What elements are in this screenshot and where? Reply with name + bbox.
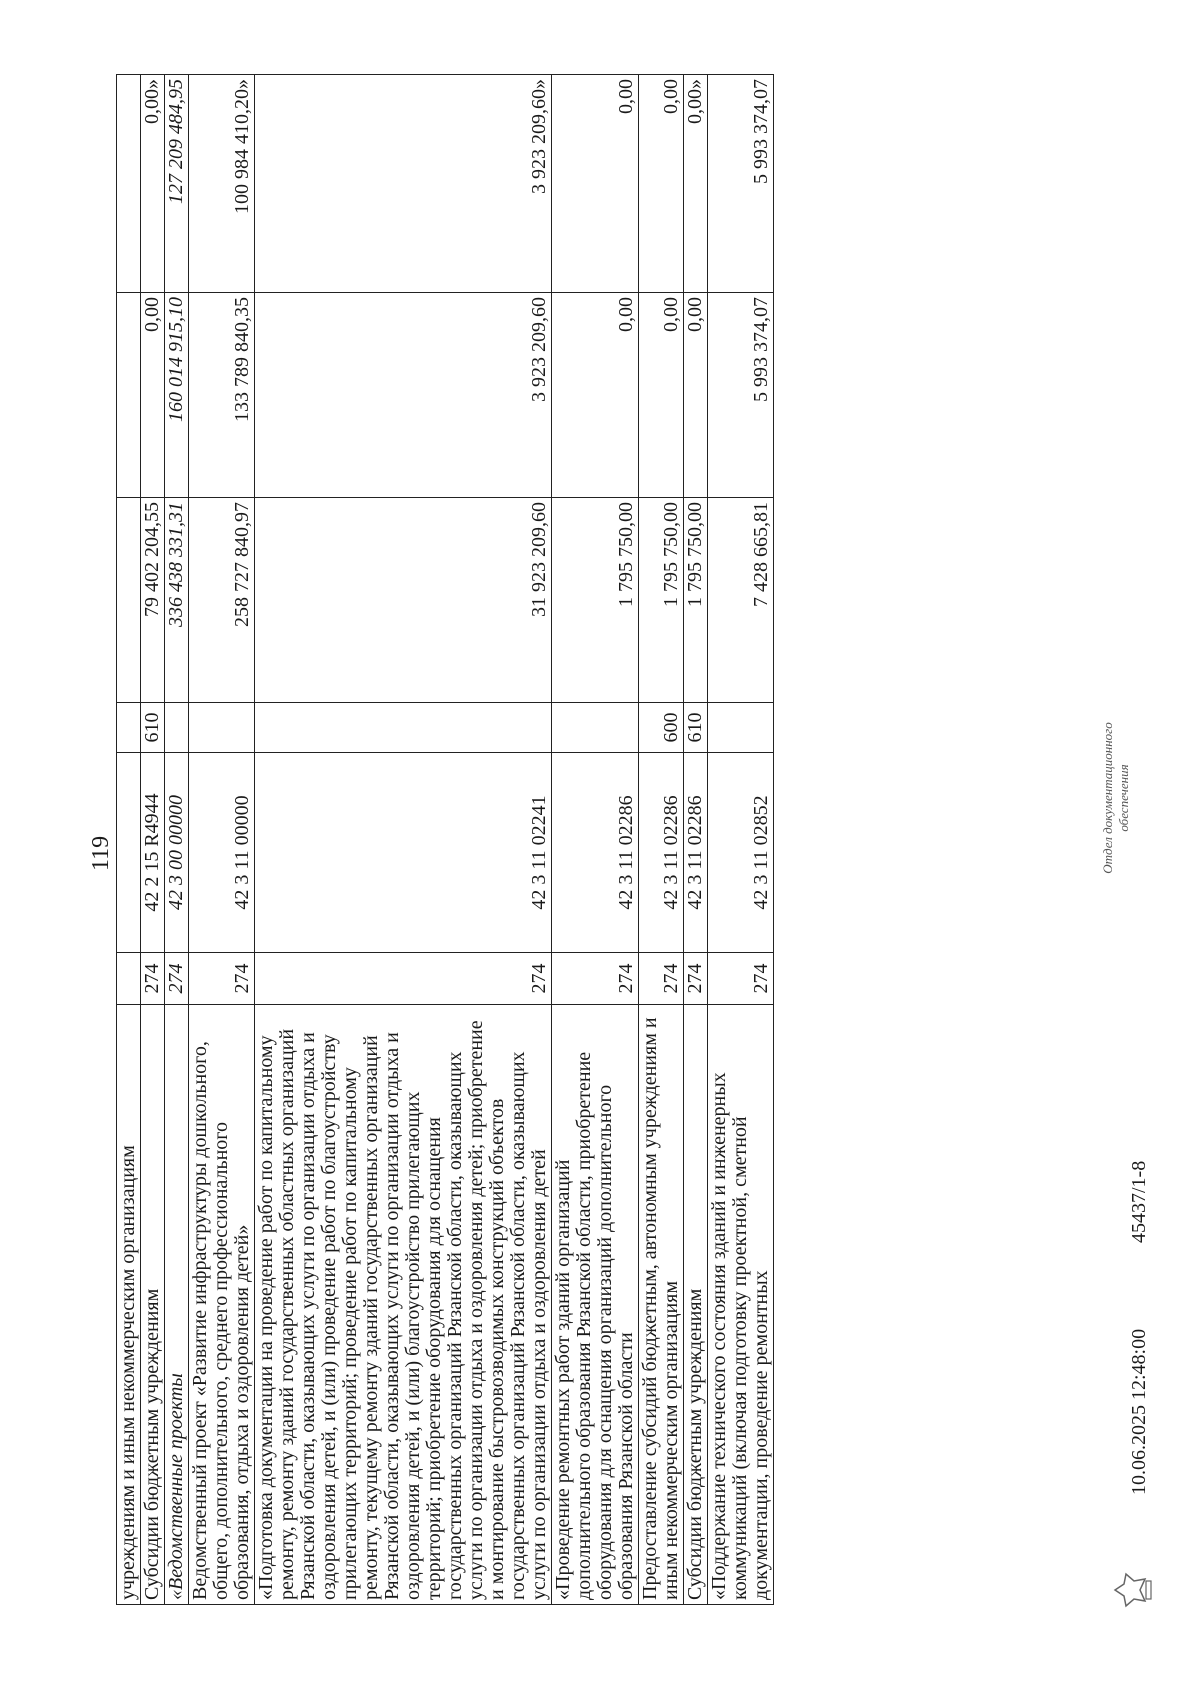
row-expense-type: 600: [639, 703, 684, 753]
row-sum-year-1: 1 795 750,00: [684, 498, 708, 703]
row-expense-type: 610: [141, 703, 165, 753]
table-row: [165, 75, 189, 1605]
row-name: Ведомственный проект «Развитие инфраструктуры дошкольного, общего, дополнительного, среднего профессионального образования, отдыха и оздоровления детей»: [189, 1005, 255, 1605]
budget-table: [116, 74, 774, 1605]
row-name: «Проведение ремонтных работ зданий организаций дополнительного образования Рязанской области, приобретение оборудования для оснащения организаций дополнительного образования Рязанской области: [552, 1005, 639, 1605]
row-sum-year-3: 0,00»: [684, 75, 708, 293]
table-row: [639, 75, 684, 1605]
table-row: [189, 75, 255, 1605]
row-target-code: 42 3 11 00000: [189, 753, 255, 953]
row-expense-type: [117, 703, 141, 753]
row-target-code: [117, 753, 141, 953]
row-sum-year-2: [117, 293, 141, 498]
row-admin-code: 274: [708, 953, 774, 1005]
row-name: Субсидии бюджетным учреждениям: [141, 1005, 165, 1605]
row-sum-year-1: 79 402 204,55: [141, 498, 165, 703]
row-sum-year-3: 0,00: [552, 75, 639, 293]
row-admin-code: [117, 953, 141, 1005]
row-sum-year-2: 0,00: [552, 293, 639, 498]
footer-date: 10.06.2025 12:48:00: [1128, 1328, 1150, 1495]
row-expense-type: [165, 703, 189, 753]
row-sum-year-3: 0,00»: [141, 75, 165, 293]
row-name: «Подготовка документации на проведение работ по капитальному ремонту, ремонту зданий государственных областных организаций Рязанской области, оказывающих услуги по организации отдыха и оздоровления детей, и (или) проведение работ по благоустройству прилегающих территорий; проведение работ по капитальному ремонту, текущему ремонту зданий государственных организаций Рязанской области, оказывающих услуги по организации отдыха и оздоровления детей, и (или) благоустройство прилегающих территорий; приобретение оборудования для оснащения государственных организаций Рязанской области, оказывающих услуги по организации отдыха и оздоровления детей; приобретение и монтирование быстровозводимых конструкций объектов государственных организаций Рязанской области, оказывающих услуги по организации отдыха и оздоровления детей: [255, 1005, 552, 1605]
row-name: Предоставление субсидий бюджетным, автономным учреждениям и иным некоммерческим организациям: [639, 1005, 684, 1605]
department-stamp: [1100, 683, 1132, 913]
row-target-code: 42 3 11 02286: [552, 753, 639, 953]
row-sum-year-2: 0,00: [141, 293, 165, 498]
row-sum-year-3: 100 984 410,20»: [189, 75, 255, 293]
stamp-line-1: Отдел документационного: [1100, 722, 1115, 874]
row-sum-year-1: [117, 498, 141, 703]
row-name: Субсидии бюджетным учреждениям: [684, 1005, 708, 1605]
row-target-code: 42 3 11 02286: [684, 753, 708, 953]
row-sum-year-1: 336 438 331,31: [165, 498, 189, 703]
row-sum-year-3: 0,00: [639, 75, 684, 293]
row-name: учреждениям и иным некоммерческим организациям: [117, 1005, 141, 1605]
row-admin-code: 274: [684, 953, 708, 1005]
stamp-line-2: обеспечения: [1116, 764, 1131, 832]
row-admin-code: 274: [165, 953, 189, 1005]
row-name: «Ведомственные проекты: [165, 1005, 189, 1605]
row-sum-year-2: 160 014 915,10: [165, 293, 189, 498]
row-expense-type: [189, 703, 255, 753]
row-expense-type: [708, 703, 774, 753]
row-sum-year-3: 3 923 209,60»: [255, 75, 552, 293]
table-row: [255, 75, 552, 1605]
footer-doc-id: 45437/1-8: [1128, 1160, 1150, 1243]
page-number: 119: [88, 835, 114, 871]
row-target-code: 42 3 11 02852: [708, 753, 774, 953]
table-row: [552, 75, 639, 1605]
table-row: [684, 75, 708, 1605]
row-admin-code: 274: [255, 953, 552, 1005]
row-sum-year-1: 1 795 750,00: [552, 498, 639, 703]
row-name: «Поддержание технического состояния зданий и инженерных коммуникаций (включая подготовку проектной, сметной документации, проведение ремонтных: [708, 1005, 774, 1605]
row-sum-year-3: 127 209 484,95: [165, 75, 189, 293]
table-row: [141, 75, 165, 1605]
row-sum-year-2: 5 993 374,07: [708, 293, 774, 498]
row-sum-year-1: 258 727 840,97: [189, 498, 255, 703]
row-expense-type: [552, 703, 639, 753]
row-expense-type: 610: [684, 703, 708, 753]
row-expense-type: [255, 703, 552, 753]
row-target-code: 42 3 11 02286: [639, 753, 684, 953]
row-target-code: 42 2 15 R4944: [141, 753, 165, 953]
row-sum-year-2: 3 923 209,60: [255, 293, 552, 498]
row-admin-code: 274: [189, 953, 255, 1005]
table-row: [708, 75, 774, 1605]
row-target-code: 42 3 00 00000: [165, 753, 189, 953]
emblem-icon: [1112, 1569, 1154, 1611]
row-admin-code: 274: [639, 953, 684, 1005]
row-sum-year-2: 133 789 840,35: [189, 293, 255, 498]
row-sum-year-1: 1 795 750,00: [639, 498, 684, 703]
row-sum-year-2: 0,00: [684, 293, 708, 498]
row-target-code: 42 3 11 02241: [255, 753, 552, 953]
row-sum-year-1: 7 428 665,81: [708, 498, 774, 703]
row-admin-code: 274: [552, 953, 639, 1005]
row-sum-year-2: 0,00: [639, 293, 684, 498]
row-sum-year-3: [117, 75, 141, 293]
row-admin-code: 274: [141, 953, 165, 1005]
row-sum-year-3: 5 993 374,07: [708, 75, 774, 293]
row-sum-year-1: 31 923 209,60: [255, 498, 552, 703]
table-body: [117, 75, 774, 1605]
table-row: [117, 75, 141, 1605]
